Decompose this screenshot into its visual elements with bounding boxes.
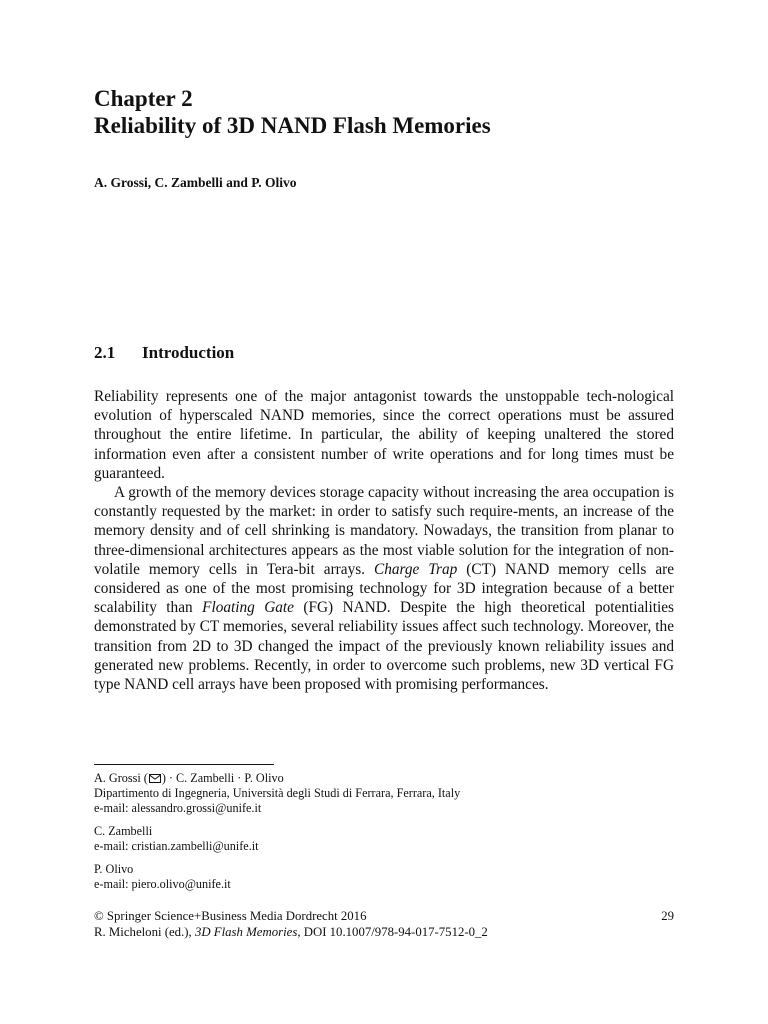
publisher-info <box>94 908 674 940</box>
author-footnotes <box>94 771 674 900</box>
paragraph-2-part-a: A growth of the memory devices storage capacity without increasing the area occupation is constantly requested by the market: in order to satisfy such require-ments, an increase of the memory density and of cell shrinking is mandatory. Nowadays, the transition from planar to three-dimensional architectures appears as the most viable solution for the integration of non-volatile memory cells in Tera-bit arrays. <box>94 484 674 578</box>
citation-row <box>94 924 674 940</box>
copyright-notice: © Springer Science+Business Media Dordrecht 2016 <box>94 909 367 923</box>
footnote-authors-suffix: ) · C. Zambelli · P. Olivo <box>161 771 284 785</box>
footnote-zambelli-email: e-mail: cristian.zambelli@unife.it <box>94 839 259 853</box>
copyright-row <box>94 908 674 924</box>
introduction-body <box>94 387 674 694</box>
paragraph-2-part-b: (CT) NAND memory cells are considered as one of the most promising technology for 3D integration because of a better scalability than <box>94 560 674 617</box>
footnote-authors-line <box>94 771 674 786</box>
footnote-olivo-email: e-mail: piero.olivo@unife.it <box>94 877 231 891</box>
page-number: 29 <box>661 909 674 923</box>
paragraph-2-part-c: (FG) NAND. Despite the high theoretical potentialities demonstrated by CT memories, several reliability issues affect such technology. Moreover, the transition from 2D to 3D changed the impact of the previously known reliability issues and generated new problems. Recently, in order to overcome such problems, new 3D vertical FG type NAND cell arrays have been proposed with promising performances. <box>94 599 674 694</box>
footnote-divider <box>94 764 274 765</box>
chapter-title: Reliability of 3D NAND Flash Memories <box>94 113 491 138</box>
footnote-olivo <box>94 862 674 892</box>
section-title: Introduction <box>142 343 235 362</box>
footnote-zambelli <box>94 824 674 854</box>
footnote-authors-prefix: A. Grossi ( <box>94 771 148 785</box>
charge-trap-term: Charge Trap <box>374 560 458 578</box>
envelope-icon <box>149 774 161 783</box>
floating-gate-term: Floating Gate <box>202 599 294 617</box>
footnote-zambelli-name: C. Zambelli <box>94 824 153 838</box>
paragraph-2 <box>94 483 674 694</box>
book-title: 3D Flash Memories <box>194 925 298 939</box>
citation-prefix: R. Micheloni (ed.), <box>94 925 195 939</box>
footnote-olivo-name: P. Olivo <box>94 862 134 876</box>
footnote-grossi-email: e-mail: alessandro.grossi@unife.it <box>94 801 262 815</box>
citation-suffix: , DOI 10.1007/978-94-017-7512-0_2 <box>297 925 488 939</box>
section-number: 2.1 <box>94 343 116 362</box>
chapter-label: Chapter 2 <box>94 86 193 111</box>
chapter-authors: A. Grossi, C. Zambelli and P. Olivo <box>94 175 297 190</box>
footnote-grossi <box>94 771 674 816</box>
citation <box>94 924 488 940</box>
section-heading <box>94 343 234 363</box>
footnote-affiliation: Dipartimento di Ingegneria, Università degli Studi di Ferrara, Ferrara, Italy <box>94 786 461 800</box>
paper-page <box>94 86 674 939</box>
paragraph-1: Reliability represents one of the major antagonist towards the unstoppable tech-nological evolution of hyperscaled NAND memories, since the correct operations must be assured throughout the entire lifetime. In particular, the ability of keeping unaltered the stored information even after a consistent number of write operations and for long times must be guaranteed. <box>94 388 674 482</box>
